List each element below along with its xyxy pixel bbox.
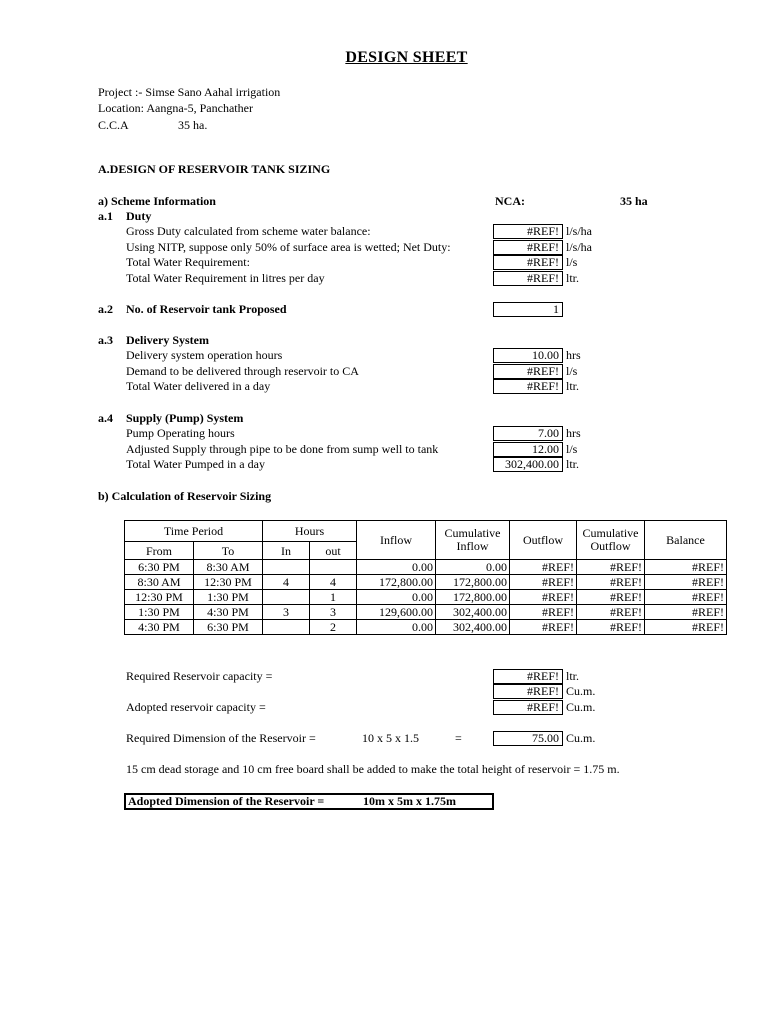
water-req-litres-label: Total Water Requirement in litres per day — [126, 271, 325, 285]
to-cell: 6:30 PM — [194, 620, 263, 635]
storage-note: 15 cm dead storage and 10 cm free board shall be added to make the total height of reservoir = 1.75 m. — [126, 762, 620, 776]
water-pumped-value: 302,400.00 — [493, 457, 563, 472]
delivery-hours-value: 10.00 — [493, 348, 563, 363]
required-capacity-ltr-unit: ltr. — [566, 669, 580, 683]
outflow-cell: #REF! — [510, 590, 577, 605]
from-header: From — [125, 542, 194, 560]
table-row — [125, 605, 727, 620]
table-row — [125, 560, 727, 575]
inflow-cell: 0.00 — [357, 620, 436, 635]
outflow-cell: #REF! — [510, 620, 577, 635]
cum-inflow-cell: 172,800.00 — [436, 590, 510, 605]
required-capacity-ltr: #REF! — [493, 669, 563, 684]
gross-duty-label: Gross Duty calculated from scheme water balance: — [126, 224, 371, 238]
outflow-cell: #REF! — [510, 575, 577, 590]
gross-duty-value: #REF! — [493, 224, 563, 239]
in-header: In — [263, 542, 310, 560]
time-period-header: Time Period — [125, 521, 263, 542]
outflow-cell: #REF! — [510, 605, 577, 620]
supply-heading: Supply (Pump) System — [126, 411, 244, 425]
balance-cell: #REF! — [645, 620, 727, 635]
to-cell: 8:30 AM — [194, 560, 263, 575]
required-capacity-cum-unit: Cu.m. — [566, 684, 596, 698]
water-pumped-label: Total Water Pumped in a day — [126, 457, 265, 471]
net-duty-value: #REF! — [493, 240, 563, 255]
adopted-capacity-unit: Cu.m. — [566, 700, 596, 714]
out-cell — [310, 560, 357, 575]
from-cell: 6:30 PM — [125, 560, 194, 575]
in-cell — [263, 620, 310, 635]
inflow-cell: 129,600.00 — [357, 605, 436, 620]
supply-number: a.4 — [98, 411, 113, 425]
inflow-header: Inflow — [357, 521, 436, 560]
section-a-heading: A.DESIGN OF RESERVOIR TANK SIZING — [98, 162, 331, 176]
adopted-capacity-value: #REF! — [493, 700, 563, 715]
adopted-dimension-value: 10m x 5m x 1.75m — [363, 794, 456, 808]
in-cell: 4 — [263, 575, 310, 590]
balance-cell: #REF! — [645, 605, 727, 620]
project-line: Project :- Simse Sano Aahal irrigation — [98, 85, 281, 99]
demand-value: #REF! — [493, 364, 563, 379]
net-duty-label: Using NITP, suppose only 50% of surface area is wetted; Net Duty: — [126, 240, 451, 254]
inflow-cell: 0.00 — [357, 560, 436, 575]
required-capacity-label: Required Reservoir capacity = — [126, 669, 273, 683]
required-capacity-cum: #REF! — [493, 684, 563, 699]
duty-number: a.1 — [98, 209, 113, 223]
nca-label: NCA: — [495, 194, 525, 208]
demand-unit: l/s — [566, 364, 578, 378]
table-row — [125, 620, 727, 635]
adopted-dimension-box — [124, 793, 494, 810]
dimension-expression: 10 x 5 x 1.5 — [362, 731, 419, 745]
delivery-hours-label: Delivery system operation hours — [126, 348, 283, 362]
dimension-unit: Cu.m. — [566, 731, 596, 745]
cum-inflow-header: Cumulative Inflow — [436, 521, 510, 560]
out-cell: 3 — [310, 605, 357, 620]
cum-inflow-cell: 0.00 — [436, 560, 510, 575]
cum-outflow-cell: #REF! — [577, 620, 645, 635]
to-header: To — [194, 542, 263, 560]
balance-cell: #REF! — [645, 590, 727, 605]
tanks-heading: No. of Reservoir tank Proposed — [126, 302, 287, 316]
reservoir-calc-table — [124, 520, 727, 635]
out-cell: 1 — [310, 590, 357, 605]
total-water-req-unit: l/s — [566, 255, 578, 269]
net-duty-unit: l/s/ha — [566, 240, 592, 254]
balance-cell: #REF! — [645, 575, 727, 590]
inflow-cell: 172,800.00 — [357, 575, 436, 590]
water-req-litres-unit: ltr. — [566, 271, 580, 285]
cum-inflow-cell: 172,800.00 — [436, 575, 510, 590]
total-water-req-label: Total Water Requirement: — [126, 255, 250, 269]
table-row — [125, 590, 727, 605]
table-row — [125, 575, 727, 590]
balance-cell: #REF! — [645, 560, 727, 575]
tanks-number: a.2 — [98, 302, 113, 316]
out-cell: 4 — [310, 575, 357, 590]
dimension-value: 75.00 — [493, 731, 563, 746]
demand-label: Demand to be delivered through reservoir to CA — [126, 364, 359, 378]
to-cell: 1:30 PM — [194, 590, 263, 605]
nca-value: 35 ha — [620, 194, 648, 208]
calc-heading: b) Calculation of Reservoir Sizing — [98, 489, 272, 503]
inflow-cell: 0.00 — [357, 590, 436, 605]
water-delivered-label: Total Water delivered in a day — [126, 379, 271, 393]
adjusted-supply-value: 12.00 — [493, 442, 563, 457]
adopted-capacity-label: Adopted reservoir capacity = — [126, 700, 266, 714]
pump-hours-unit: hrs — [566, 426, 581, 440]
cum-inflow-cell: 302,400.00 — [436, 620, 510, 635]
tanks-value: 1 — [493, 302, 563, 317]
location-line: Location: Aangna-5, Panchather — [98, 101, 253, 115]
in-cell — [263, 590, 310, 605]
pump-hours-label: Pump Operating hours — [126, 426, 235, 440]
cum-outflow-cell: #REF! — [577, 560, 645, 575]
to-cell: 4:30 PM — [194, 605, 263, 620]
required-dimension-label: Required Dimension of the Reservoir = — [126, 731, 316, 745]
cum-outflow-header: Cumulative Outflow — [577, 521, 645, 560]
delivery-hours-unit: hrs — [566, 348, 581, 362]
delivery-heading: Delivery System — [126, 333, 209, 347]
in-cell: 3 — [263, 605, 310, 620]
outflow-header: Outflow — [510, 521, 577, 560]
cca-value: 35 ha. — [178, 118, 208, 132]
cum-outflow-cell: #REF! — [577, 590, 645, 605]
cca-label: C.C.A — [98, 118, 129, 132]
out-cell: 2 — [310, 620, 357, 635]
water-req-litres-value: #REF! — [493, 271, 563, 286]
adjusted-supply-label: Adjusted Supply through pipe to be done from sump well to tank — [126, 442, 439, 456]
dimension-equals: = — [455, 731, 462, 745]
pump-hours-value: 7.00 — [493, 426, 563, 441]
water-pumped-unit: ltr. — [566, 457, 580, 471]
gross-duty-unit: l/s/ha — [566, 224, 592, 238]
outflow-cell: #REF! — [510, 560, 577, 575]
duty-heading: Duty — [126, 209, 152, 223]
in-cell — [263, 560, 310, 575]
from-cell: 12:30 PM — [125, 590, 194, 605]
water-delivered-value: #REF! — [493, 379, 563, 394]
cum-outflow-cell: #REF! — [577, 605, 645, 620]
from-cell: 1:30 PM — [125, 605, 194, 620]
cum-outflow-cell: #REF! — [577, 575, 645, 590]
total-water-req-value: #REF! — [493, 255, 563, 270]
adjusted-supply-unit: l/s — [566, 442, 578, 456]
delivery-number: a.3 — [98, 333, 113, 347]
hours-header: Hours — [263, 521, 357, 542]
to-cell: 12:30 PM — [194, 575, 263, 590]
cum-inflow-cell: 302,400.00 — [436, 605, 510, 620]
out-header: out — [310, 542, 357, 560]
page-title: DESIGN SHEET — [345, 49, 468, 66]
water-delivered-unit: ltr. — [566, 379, 580, 393]
adopted-dimension-label: Adopted Dimension of the Reservoir = — [128, 794, 325, 808]
scheme-heading: a) Scheme Information — [98, 194, 216, 208]
from-cell: 4:30 PM — [125, 620, 194, 635]
balance-header: Balance — [645, 521, 727, 560]
from-cell: 8:30 AM — [125, 575, 194, 590]
